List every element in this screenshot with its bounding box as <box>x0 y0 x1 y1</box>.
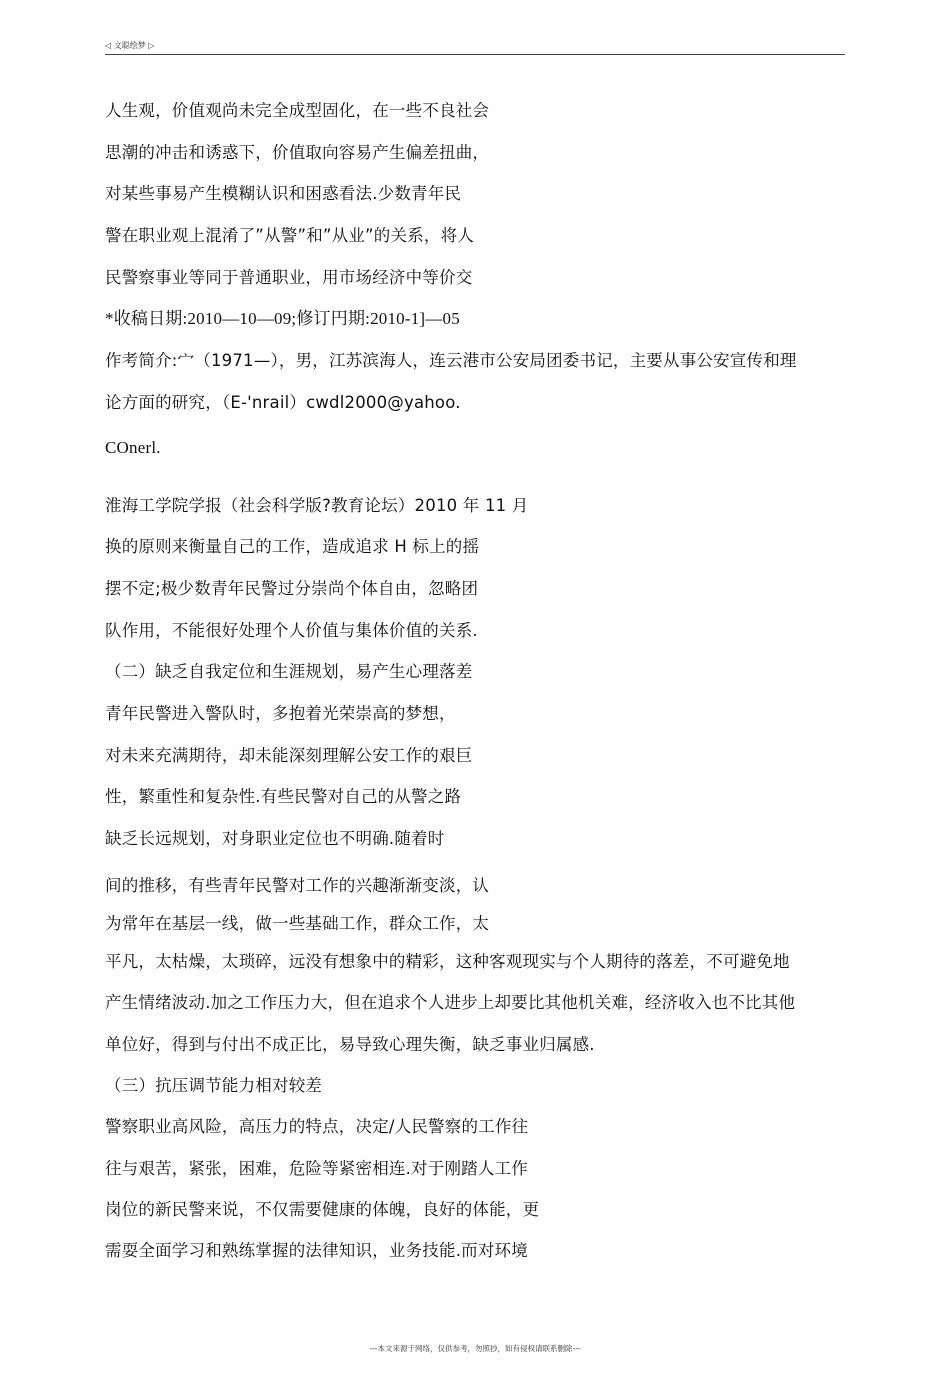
text-line: 岗位的新民警来说，不仅需要健康的体魄，良好的体能，更 <box>105 1200 540 1219</box>
text-line: 思潮的冲击和诱惑下，价值取向容易产生偏差扭曲， <box>105 143 490 162</box>
text-line: 警在职业观上混淆了”从警”和”从业”的关系，将人 <box>105 226 474 245</box>
header-logo-text: ◁ 文聪绘梦 ▷ <box>105 41 155 50</box>
page-header <box>105 40 845 55</box>
text-line: 性，繁重性和复杂性.有些民警对自己的从警之路 <box>105 787 462 806</box>
journal-heading-line: 淮海工学院学报（社会科学版?教育论坛）2010 年 11 月 <box>105 496 529 515</box>
email-domain-line: COnerl. <box>105 438 161 457</box>
text-line: 单位好，得到与付出不成正比，易导致心理失衡，缺乏事业归属感. <box>105 1035 595 1054</box>
text-line: 民警察事业等同于普通职业，用市场经济中等价交 <box>105 268 473 287</box>
text-line: 为常年在基层一线，做一些基础工作，群众工作，太 <box>105 914 490 933</box>
text-line: 缺乏长远规划，对身职业定位也不明确.随着时 <box>105 829 445 848</box>
text-line: 换的原则来衡量自己的工作，造成追求 H 标上的摇 <box>105 537 480 556</box>
received-date-note: *收稿日期:2010—10—09;修订円期:2010-1]—05 <box>105 309 460 328</box>
text-line: 产生情绪波动.加之工作压力大，但在追求个人进步上却要比其他机关难，经济收入也不比其他 <box>105 993 796 1012</box>
section-heading: （二）缺乏自我定位和生涯规划，易产生心理落差 <box>105 662 473 681</box>
text-line: 对某些事易产生模糊认识和困惑看法.少数青年民 <box>105 184 462 203</box>
text-line: 摆不定;极少数青年民警过分崇尚个体自由，忽略团 <box>105 579 479 598</box>
text-line: 对未来充满期待，却未能深刻理解公安工作的艰巨 <box>105 746 473 765</box>
text-line: 间的推移，有些青年民警对工作的兴趣渐渐变淡，认 <box>105 876 490 895</box>
text-line: 队作用，不能很好处理个人价值与集体价值的关系. <box>105 621 478 640</box>
page-footer-disclaimer: ---本文来源于网络，仅供参考，勿照抄，如有侵权请联系删除--- <box>369 1344 581 1353</box>
text-line: 平凡，太枯燥，太琐碎，远没有想象中的精彩，这种客观现实与个人期待的落差，不可避免地 <box>105 952 790 971</box>
text-line: 人生观，价值观尚未完全成型固化，在一些不良社会 <box>105 101 490 120</box>
author-intro-line: 论方面的研究，（E-'nrail）cwdl2000@yahoo. <box>105 393 461 412</box>
text-line: 警察职业高风险，高压力的特点，决定/人民警察的工作往 <box>105 1117 529 1136</box>
text-line: 往与艰苦，紧张，困难，危险等紧密相连.对于刚踏人工作 <box>105 1159 528 1178</box>
text-line: 需耍全面学习和熟练掌握的法律知识，业务技能.而对环境 <box>105 1241 528 1260</box>
section-heading: （三）抗压调节能力相对较差 <box>105 1076 323 1095</box>
author-intro-line: 作考简介:宀（1971—），男，江苏滨海人，连云港市公安局团委书记，主要从事公安宣传和理 <box>105 351 797 370</box>
text-line: 青年民警进入警队时，多抱着光荣崇高的梦想， <box>105 704 456 723</box>
